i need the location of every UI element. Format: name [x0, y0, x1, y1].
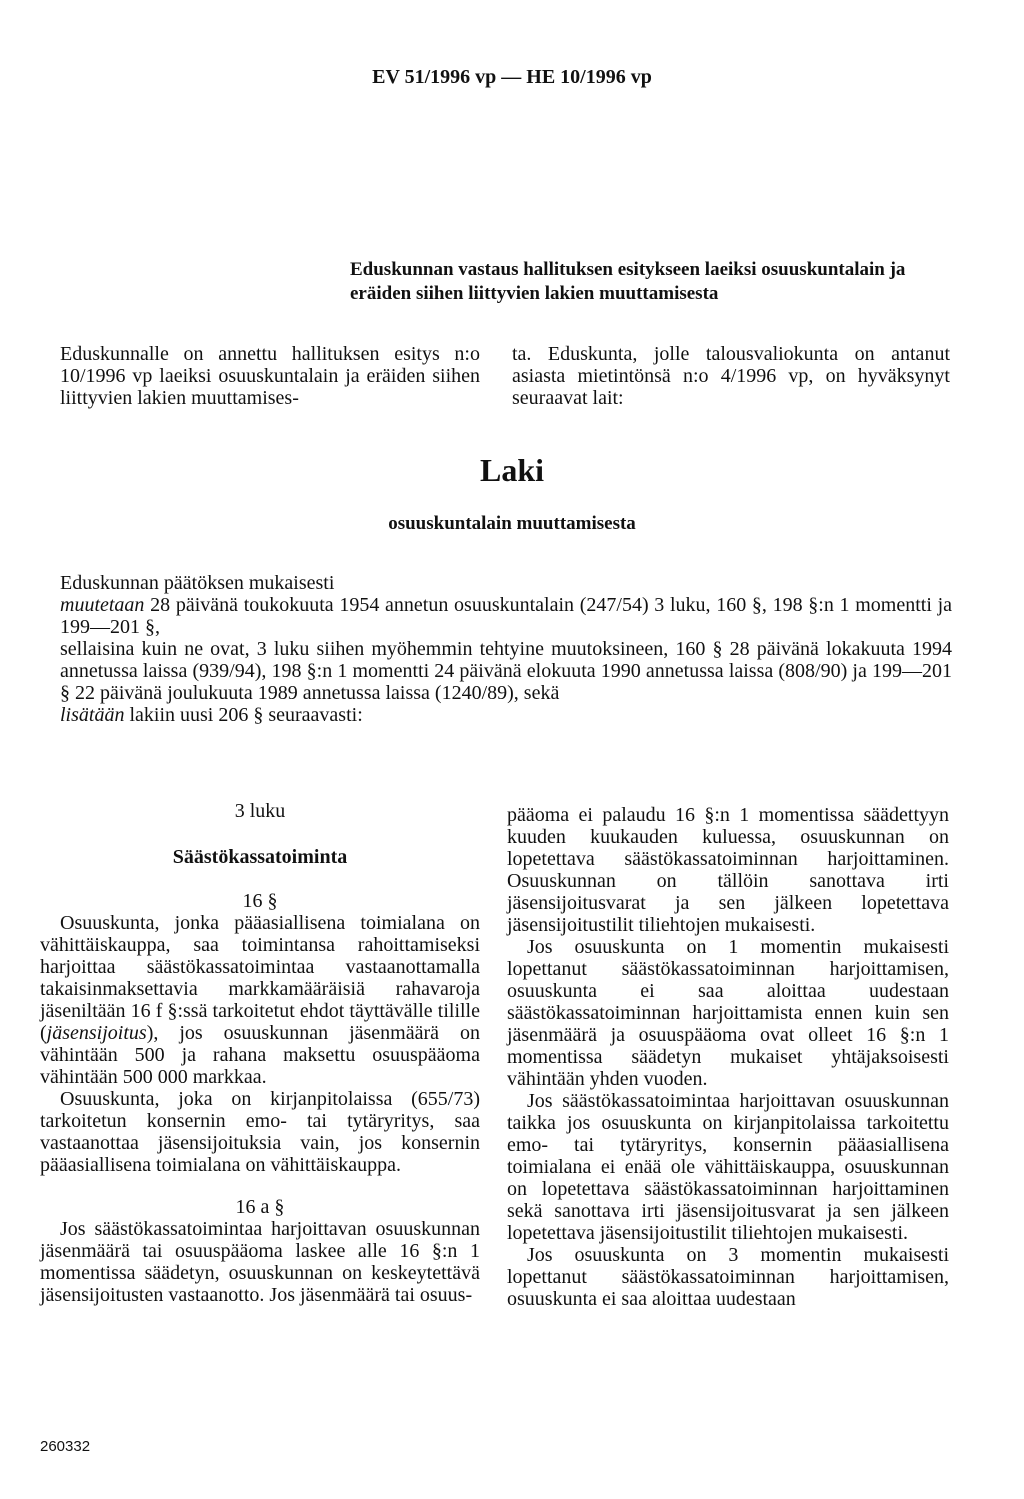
- section-16a-paragraph-1: Jos säästökassatoimintaa harjoittavan osuuskunnan jäsenmäärä tai osuuspääoma laskee alle 16 §:n 1 momentissa säädetyn, osuuskunnan on keskeytettävä jäsensijoitusten vastaanotto. Jos jäsenmäärä tai osuus-: [40, 1218, 480, 1306]
- s16-p1-part-a: Osuuskunta, jonka pääasiallisena toimialana on vähittäiskauppa, saa toimintansa rahoittamiseksi harjoittaa säästökassatoimintaa vastaanottamalla takaisinmaksettavia markkamääräisiä rahavaroja jäseniltään 16 f §:ssä tarkoitetut ehdot täyttävälle tilille (: [40, 912, 480, 1044]
- preamble-amend: [40, 594, 952, 638]
- preamble-line-decision: Eduskunnan päätöksen mukaisesti: [60, 572, 335, 594]
- section-16-paragraph-1: [40, 912, 480, 1088]
- intro-text-left: Eduskunnalle on annettu hallituksen esitys n:o 10/1996 vp laeiksi osuuskuntalain ja eräiden siihen liittyvien lakien muuttamises-: [60, 343, 480, 409]
- section-16-paragraph-2: Osuuskunta, joka on kirjanpitolaissa (655/73) tarkoitetun konsernin emo- tai tytäryritys, saa vastaanottaa jäsensijoituksia vain, jos konsernin pääasiallisena toimialana on vähittäiskauppa.: [40, 1088, 480, 1176]
- preamble-add: [40, 704, 952, 726]
- document-title: Eduskunnan vastaus hallituksen esitykseen laeiksi osuuskuntalain ja eräiden siihen liittyvien lakien muuttamisesta: [350, 259, 906, 304]
- right-paragraph-1: pääoma ei palaudu 16 §:n 1 momentissa säädettyyn kuuden kuukauden kuluessa, osuuskunnan on lopetettava säästökassatoiminnan harjoittaminen. Osuuskunnan on tällöin sanottava irti jäsensijoitusvarat ja sen jälkeen lopetettava jäsensijoitustilit tiliehtojen mukaisesti.: [507, 804, 949, 936]
- amend-text: 28 päivänä toukokuuta 1954 annetun osuuskuntalain (247/54) 3 luku, 160 §, 198 §:n 1 momentti ja 199—201 §,: [60, 594, 952, 638]
- right-paragraph-3: Jos säästökassatoimintaa harjoittavan osuuskunnan taikka jos osuuskunta on kirjanpitolaissa tarkoitettu emo- tai tytäryritys, konsernin pääasiallisena toimialana ei enää ole vähittäiskauppa, osuuskunnan on lopetettava säästökassatoiminnan harjoittaminen sekä sanottava irti jäsensijoitusvarat ja sen jälkeen lopetettava jäsensijoitustilit tiliehtojen mukaisesti.: [507, 1090, 949, 1244]
- footer-document-code: 260332: [40, 1438, 91, 1455]
- s16-p1-part-b: ), jos osuuskunnan jäsenmäärä on vähintään 500 ja rahana maksettu osuuspääoma vähintään 500 000 markkaa.: [40, 1022, 480, 1088]
- chapter-name: Säästökassatoiminta: [172, 846, 348, 868]
- add-text: lakiin uusi 206 § seuraavasti:: [124, 704, 363, 726]
- right-paragraph-4: Jos osuuskunta on 3 momentin mukaisesti lopettanut säästökassatoiminnan harjoittamisen, osuuskunta ei saa aloittaa uudestaan: [507, 1244, 949, 1310]
- intro-text-right: ta. Eduskunta, jolle talousvaliokunta on antanut asiasta mietintönsä n:o 4/1996 vp, on hyväksynyt seuraavat lait:: [512, 343, 950, 409]
- chapter-number: 3 luku: [234, 800, 286, 822]
- section-16-heading: 16 §: [242, 890, 278, 912]
- section-16a-heading: 16 a §: [235, 1196, 285, 1218]
- s16-p1-term: jäsensijoitus: [46, 1022, 147, 1044]
- law-title: Laki: [479, 452, 545, 488]
- preamble-versions: sellaisina kuin ne ovat, 3 luku siihen myöhemmin tehtyine muutoksineen, 160 § 28 päivänä lokakuuta 1994 annetussa laissa (939/94), 198 §:n 1 momentti 24 päivänä elokuuta 1990 annetussa laissa (808/90) ja 199—201 § 22 päivänä joulukuuta 1989 annetussa laissa (1240/89), sekä: [60, 638, 952, 704]
- add-keyword: lisätään: [60, 704, 125, 726]
- right-paragraph-2: Jos osuuskunta on 1 momentin mukaisesti lopettanut säästökassatoiminnan harjoittamisen, osuuskunta ei saa aloittaa uudestaan säästökassatoiminnan harjoittamista ennen kuin sen jäsenmäärä ja osuuspääoma ovat olleet 16 §:n 1 momentissa säädetyn mukaiset yhtäjaksoisesti vähintään yhden vuoden.: [507, 936, 949, 1090]
- section-gap: [40, 1176, 480, 1196]
- document-header: EV 51/1996 vp — HE 10/1996 vp: [372, 66, 652, 88]
- amend-keyword: muutetaan: [60, 594, 145, 616]
- law-preamble: [40, 572, 952, 726]
- law-subtitle: osuuskuntalain muuttamisesta: [388, 513, 636, 534]
- right-column: [507, 804, 949, 1310]
- left-column: [40, 800, 480, 1306]
